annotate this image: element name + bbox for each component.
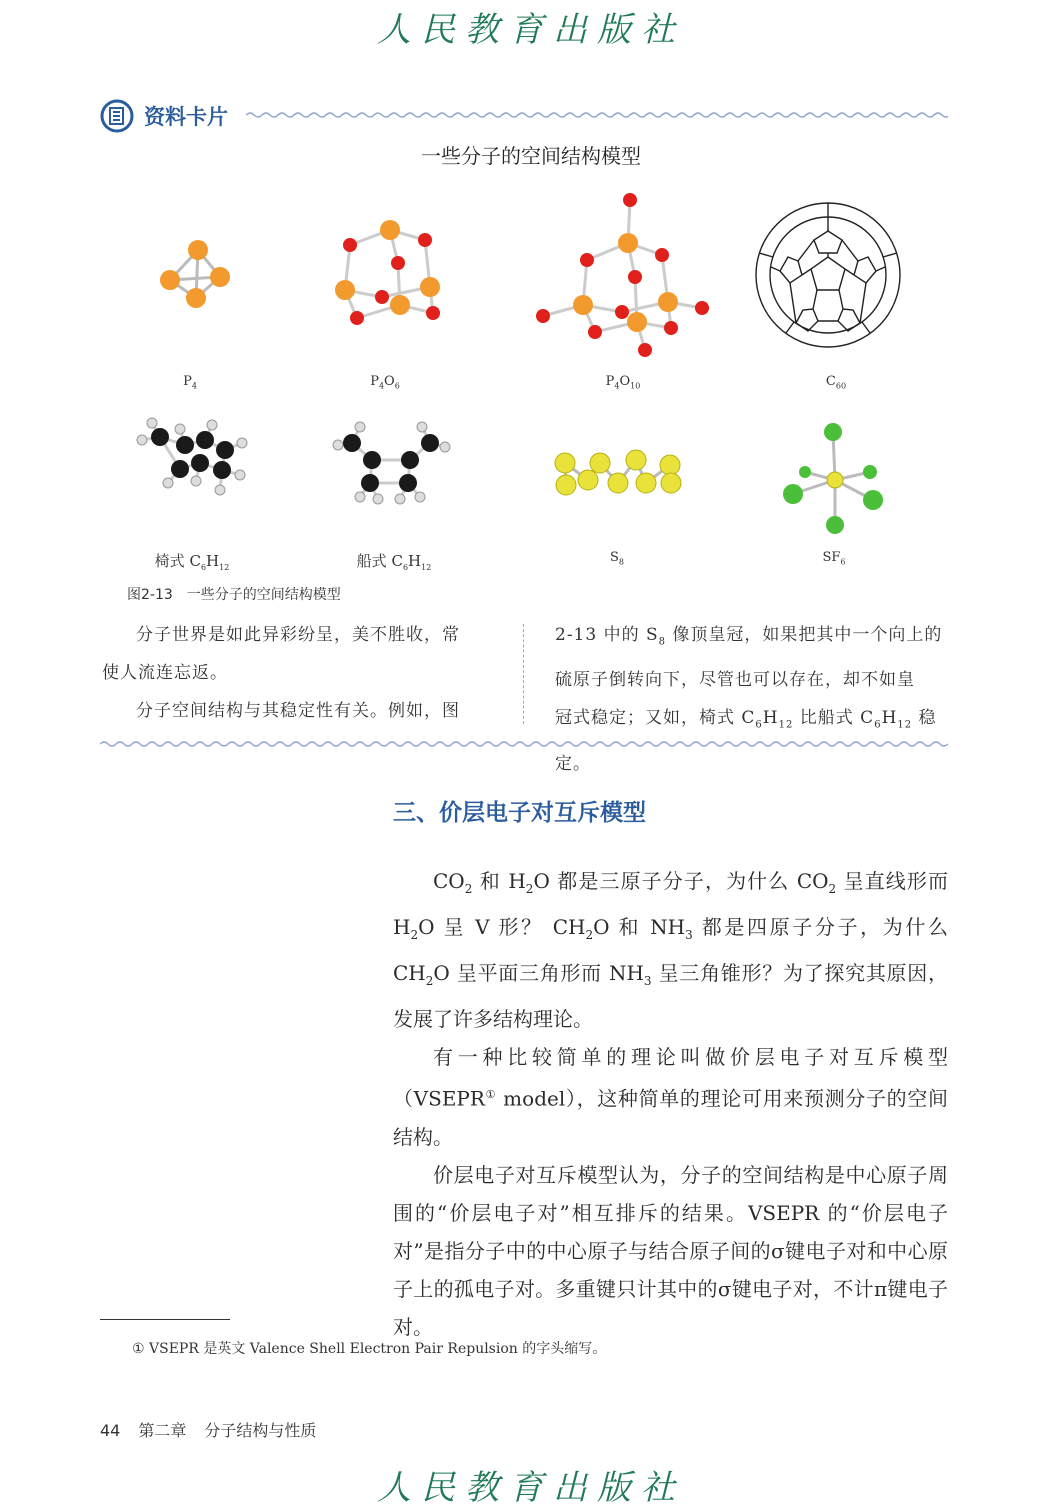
card-label: 资料卡片 [144, 105, 228, 129]
body-paragraph-1: $CO_2$ 和 $H_2O$ 都是三原子分子，为什么 $CO_2$ 呈直线形而 $H_2O$ 呈 V 形？ $CH_2O$ 和 $NH_3$ 都是四原子分子，为什么 $CH_2O$ 呈平面三角形而 $NH_3$ 呈三角锥形？为了探究其原因，发展了许多结构理论。 [393, 869, 949, 1031]
column-divider [523, 624, 524, 724]
caption-p4o6: $P_4O_6$ [370, 374, 400, 391]
document-icon [100, 99, 134, 133]
section-title: 三、价层电子对互斥模型 [393, 800, 646, 826]
c60-model [756, 203, 900, 347]
card-text-left: 分子世界是如此异彩纷呈，美不胜收，常 使人流连忘返。 分子空间结构与其稳定性有关。例如，图 [102, 625, 460, 721]
caption-s8: $S_8$ [610, 550, 624, 567]
footnote-rule [100, 1319, 230, 1320]
publisher-logo-bottom: 人民教育出版社 [377, 1468, 685, 1508]
p4o6-model [335, 220, 440, 325]
s8-model [555, 450, 681, 495]
top-wave-divider [246, 110, 948, 120]
page-footer [100, 1418, 316, 1441]
page-number: 44 [100, 1421, 121, 1440]
footnote: ① VSEPR 是英文 Valence Shell Electron Pair Repulsion 的字头缩写。 [132, 1341, 607, 1357]
caption-boat-c6h12: 船式 $C_6H_{12}$ [356, 552, 432, 572]
publisher-logo-top: 人民教育出版社 [377, 10, 685, 50]
caption-p4: $P_4$ [183, 374, 197, 391]
chapter-title: 分子结构与性质 [204, 1421, 317, 1440]
caption-c60: $C_{60}$ [825, 374, 847, 391]
bottom-wave-divider [100, 739, 948, 749]
card-header [100, 96, 228, 136]
p4o10-model [536, 193, 709, 357]
card-text-right: 2-13 中的 $S_8$ 像顶皇冠，如果把其中一个向上的 硫原子倒转向下，尽管也可以存在，却不如皇 冠式稳定；又如，椅式 $C_6H_{12}$ 比船式 $C_6H_{12}$ 稳定。 [555, 625, 943, 774]
caption-sf6: $SF_6$ [822, 550, 846, 567]
figure-caption: 图2-13 一些分子的空间结构模型 [127, 587, 341, 603]
chair-c6h12-model [137, 418, 247, 495]
p4-model [160, 240, 230, 308]
card-title: 一些分子的空间结构模型 [421, 144, 641, 168]
chapter-label: 第二章 [138, 1421, 187, 1440]
molecule-figures [100, 180, 950, 540]
body-paragraph-3: 价层电子对互斥模型认为，分子的空间结构是中心原子周围的“价层电子对”相互排斥的结果。VSEPR 的“价层电子对”是指分子中的中心原子与结合原子间的σ键电子对和中心原子上的孤电子对。多重键只计其中的σ键电子对，不计π键电子对。 [393, 1162, 948, 1339]
sf6-model [783, 423, 883, 534]
caption-chair-c6h12: 椅式 $C_6H_{12}$ [154, 552, 230, 572]
boat-c6h12-model [333, 422, 450, 504]
section-body [393, 862, 948, 1346]
caption-p4o10: $P_4O_{10}$ [605, 374, 641, 391]
body-paragraph-2: 有一种比较简单的理论叫做价层电子对互斥模型（VSEPR① model），这种简单的理论可用来预测分子的空间结构。 [393, 1045, 948, 1149]
